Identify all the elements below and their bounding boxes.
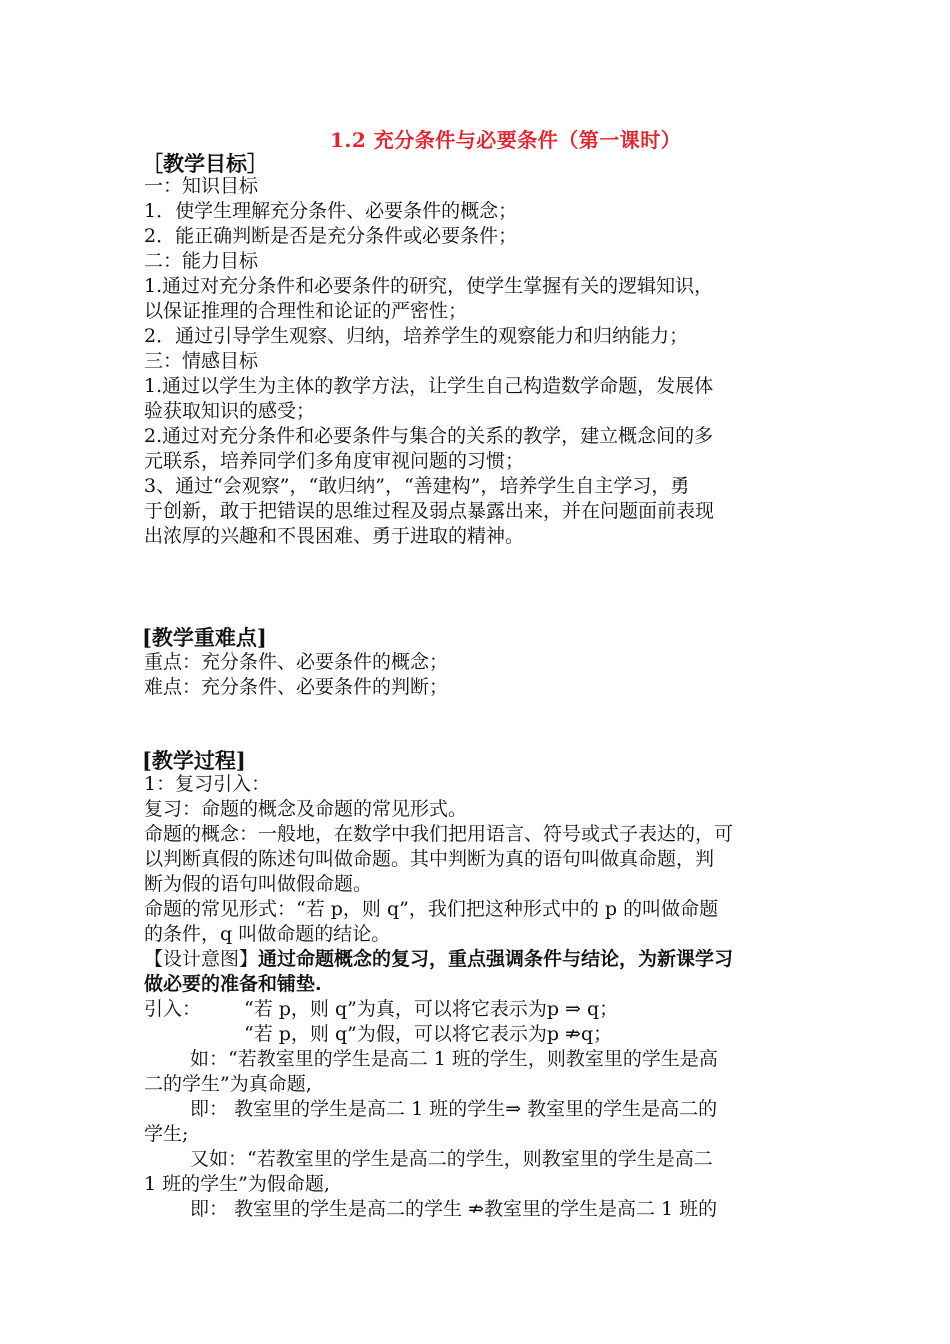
design-intent-label: 【设计意图】 [144, 948, 259, 970]
page-title: 1.2 充分条件与必要条件（第一课时） [330, 128, 682, 152]
text-line: 元联系，培养同学们多角度审视问题的习惯； [144, 450, 525, 472]
section-heading-key-points: [教学重难点] [142, 625, 267, 650]
text-line: 以判断真假的陈述句叫做命题。其中判断为真的语句叫做真命题，判 [144, 848, 715, 870]
example-line: 二的学生”为真命题, [144, 1073, 312, 1095]
example-line: 即： 教室里的学生是高二 1 班的学生⇒ 教室里的学生是高二的 [190, 1098, 718, 1120]
text-line: 1.通过以学生为主体的教学方法，让学生自己构造数学命题，发展体 [144, 375, 714, 397]
text-line: 二：能力目标 [144, 250, 259, 272]
example-line: 又如：“若教室里的学生是高二的学生，则教室里的学生是高二 [190, 1148, 713, 1170]
text-line: 1.通过对充分条件和必要条件的研究，使学生掌握有关的逻辑知识， [144, 275, 714, 297]
example-line: 即： 教室里的学生是高二的学生 ⇏教室里的学生是高二 1 班的 [190, 1198, 718, 1220]
intro-label: 引入： [144, 998, 202, 1020]
text-line: 三：情感目标 [144, 350, 259, 372]
intro-line-false: “若 p，则 q”为假，可以将它表示为p ⇏q； [244, 1023, 613, 1045]
example-line: 学生; [144, 1123, 189, 1145]
text-line: 出浓厚的兴趣和不畏困难、勇于进取的精神。 [144, 525, 525, 547]
text-line: 1．使学生理解充分条件、必要条件的概念； [144, 200, 518, 222]
design-intent-continuation: 做必要的准备和铺垫. [144, 973, 322, 995]
example-line: 如：“若教室里的学生是高二 1 班的学生，则教室里的学生是高 [190, 1048, 718, 1070]
example-line: 1 班的学生”为假命题, [144, 1173, 330, 1195]
text-line: 于创新，敢于把错误的思维过程及弱点暴露出来，并在问题面前表现 [144, 500, 715, 522]
text-line: 断为假的语句叫做假命题。 [144, 873, 373, 895]
text-line: 重点：充分条件、必要条件的概念； [144, 651, 449, 673]
text-line: 验获取知识的感受； [144, 400, 316, 422]
text-line: 1：复习引入： [144, 773, 271, 795]
section-heading-process: [教学过程] [142, 748, 246, 773]
intro-line-true: “若 p，则 q”为真，可以将它表示为p ⇒ q； [244, 998, 619, 1020]
text-line: 一：知识目标 [144, 175, 259, 197]
text-line: 的条件，q 叫做命题的结论。 [144, 923, 391, 945]
text-line: 3、通过“会观察”，“敢归纳”，“善建构”，培养学生自主学习，勇 [144, 475, 690, 497]
text-line: 2．通过引导学生观察、归纳，培养学生的观察能力和归纳能力； [144, 325, 689, 347]
section-heading-goals: ［教学目标］ [142, 151, 268, 176]
text-line: 2.通过对充分条件和必要条件与集合的关系的教学，建立概念间的多 [144, 425, 714, 447]
design-intent-line [144, 947, 733, 971]
text-line: 难点：充分条件、必要条件的判断； [144, 676, 449, 698]
text-line: 复习：命题的概念及命题的常见形式。 [144, 798, 468, 820]
text-line: 命题的常见形式：“若 p，则 q”，我们把这种形式中的 p 的叫做命题 [144, 898, 719, 920]
text-line: 命题的概念：一般地，在数学中我们把用语言、符号或式子表达的，可 [144, 823, 734, 845]
design-intent-text: 通过命题概念的复习，重点强调条件与结论，为新课学习 [258, 948, 734, 970]
text-line: 以保证推理的合理性和论证的严密性； [144, 300, 468, 322]
text-line: 2．能正确判断是否是充分条件或必要条件； [144, 225, 518, 247]
